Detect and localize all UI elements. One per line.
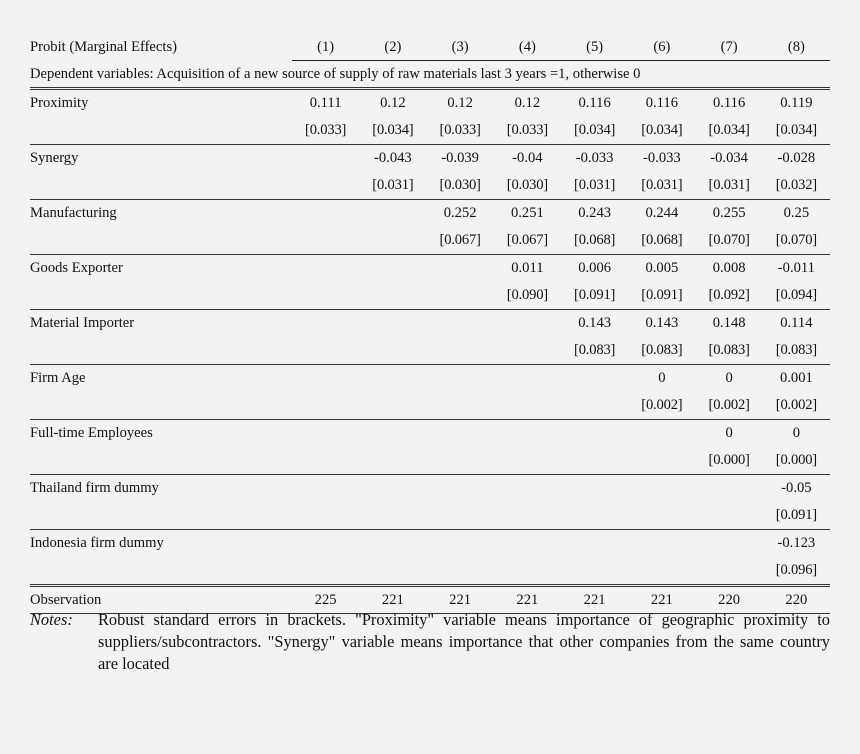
standard-error-cell [494, 392, 561, 420]
standard-error-cell [359, 557, 426, 586]
standard-error-cell [696, 502, 763, 530]
standard-error-cell [292, 557, 359, 586]
standard-error-cell [427, 392, 494, 420]
standard-error-cell [292, 172, 359, 200]
observation-cell: 225 [292, 586, 359, 614]
blank-label-cell [30, 557, 292, 586]
table-row-standard-errors [30, 282, 830, 310]
standard-error-cell: [0.031] [696, 172, 763, 200]
coefficient-cell: 0 [725, 425, 733, 441]
blank-label-cell [30, 282, 292, 310]
standard-error-cell: [0.091] [763, 502, 830, 530]
coefficient-cell: -0.039 [441, 150, 479, 166]
standard-error-cell [494, 502, 561, 530]
coefficient-cell [427, 475, 494, 503]
coefficient-cell [359, 530, 426, 558]
coefficient-cell [427, 365, 494, 393]
coefficient-cell: 0.12 [380, 95, 406, 111]
standard-error-cell: [0.030] [494, 172, 561, 200]
standard-error-cell [292, 447, 359, 475]
standard-error-cell: [0.030] [427, 172, 494, 200]
standard-error-cell [359, 392, 426, 420]
coefficient-cell [427, 530, 494, 558]
coefficient-cell: 0.255 [712, 205, 746, 221]
standard-error-cell: [0.033] [292, 117, 359, 145]
table-body [30, 34, 830, 614]
standard-error-cell: [0.034] [628, 117, 695, 145]
coefficient-cell: -0.033 [643, 150, 681, 166]
coefficient-cell [494, 365, 561, 393]
standard-error-cell: [0.033] [494, 117, 561, 145]
coefficient-cell [494, 475, 561, 503]
coefficient-cell [561, 365, 628, 393]
standard-error-cell: [0.090] [494, 282, 561, 310]
standard-error-cell: [0.070] [696, 227, 763, 255]
observation-cell: 221 [628, 586, 695, 614]
coefficient-cell: -0.04 [512, 150, 543, 166]
notes-section [30, 609, 830, 675]
column-header: (5) [561, 34, 628, 61]
coefficient-cell [494, 530, 561, 558]
standard-error-cell: [0.092] [696, 282, 763, 310]
standard-error-cell: [0.070] [763, 227, 830, 255]
coefficient-cell: 0.148 [712, 315, 746, 331]
standard-error-cell [696, 557, 763, 586]
standard-error-cell [494, 557, 561, 586]
coefficient-cell [561, 530, 628, 558]
table-row-coefficients [30, 255, 830, 283]
notes-label: Notes: [30, 610, 73, 629]
variable-label: Thailand firm dummy [30, 480, 159, 496]
coefficient-cell: 0.005 [645, 260, 679, 276]
coefficient-cell: 0.252 [443, 205, 477, 221]
coefficient-cell: 0.12 [514, 95, 541, 111]
table-row-standard-errors [30, 227, 830, 255]
standard-error-cell: [0.068] [561, 227, 628, 255]
standard-error-cell [292, 502, 359, 530]
column-header: (3) [427, 34, 494, 61]
standard-error-cell: [0.034] [359, 117, 426, 145]
variable-label: Goods Exporter [30, 260, 123, 276]
standard-error-cell: [0.068] [628, 227, 695, 255]
coefficient-cell: 0.143 [578, 315, 612, 331]
blank-label-cell [30, 117, 292, 145]
coefficient-cell: 0.006 [578, 260, 612, 276]
standard-error-cell: [0.002] [696, 392, 763, 420]
variable-label: Proximity [30, 95, 89, 111]
column-header: (4) [494, 34, 561, 61]
blank-label-cell [30, 502, 292, 530]
standard-error-cell: [0.034] [696, 117, 763, 145]
standard-error-cell: [0.067] [427, 227, 494, 255]
standard-error-cell: [0.091] [561, 282, 628, 310]
coefficient-cell [292, 145, 359, 173]
table-row-standard-errors [30, 557, 830, 586]
coefficient-cell [628, 420, 695, 448]
coefficient-cell: 0.116 [712, 95, 746, 111]
standard-error-cell [427, 557, 494, 586]
coefficient-cell: 0.25 [783, 205, 810, 221]
coefficient-cell [494, 420, 561, 448]
standard-error-cell [628, 557, 695, 586]
coefficient-cell [696, 530, 763, 558]
standard-error-cell [359, 337, 426, 365]
observation-cell: 220 [763, 586, 830, 614]
coefficient-cell [359, 420, 426, 448]
blank-label-cell [30, 392, 292, 420]
standard-error-cell [561, 392, 628, 420]
standard-error-cell: [0.083] [561, 337, 628, 365]
coefficient-cell [359, 475, 426, 503]
coefficient-cell [359, 255, 426, 283]
standard-error-cell [427, 337, 494, 365]
table-row-coefficients [30, 475, 830, 503]
column-header: (7) [696, 34, 763, 61]
dependent-variable-row [30, 61, 830, 89]
coefficient-cell [292, 420, 359, 448]
standard-error-cell [628, 502, 695, 530]
blank-label-cell [30, 447, 292, 475]
coefficient-cell: -0.033 [575, 150, 614, 166]
standard-error-cell [292, 392, 359, 420]
table-row-coefficients [30, 145, 830, 173]
standard-error-cell: [0.033] [427, 117, 494, 145]
column-header: (1) [292, 34, 359, 61]
table-row-standard-errors [30, 392, 830, 420]
standard-error-cell [628, 447, 695, 475]
standard-error-cell: [0.083] [763, 337, 830, 365]
table-row-standard-errors [30, 117, 830, 145]
coefficient-cell: 0.116 [578, 95, 611, 111]
coefficient-cell [494, 310, 561, 338]
observation-cell: 221 [427, 586, 494, 614]
standard-error-cell [561, 502, 628, 530]
column-header: (2) [359, 34, 426, 61]
standard-error-cell: [0.031] [561, 172, 628, 200]
standard-error-cell: [0.032] [763, 172, 830, 200]
coefficient-cell [359, 200, 426, 228]
coefficient-cell [292, 310, 359, 338]
observation-label: Observation [30, 586, 292, 614]
table-row-coefficients [30, 420, 830, 448]
coefficient-cell: 0 [792, 425, 801, 441]
variable-label: Material Importer [30, 315, 135, 331]
coefficient-cell [696, 475, 763, 503]
coefficient-cell [427, 420, 494, 448]
coefficient-cell [292, 255, 359, 283]
table-row-coefficients [30, 89, 830, 118]
blank-label-cell [30, 337, 292, 365]
coefficient-cell: 0.251 [510, 205, 544, 221]
coefficient-cell: 0.114 [780, 315, 813, 331]
table-row-standard-errors [30, 502, 830, 530]
standard-error-cell [427, 282, 494, 310]
coefficient-cell [359, 310, 426, 338]
standard-error-cell [292, 337, 359, 365]
coefficient-cell [292, 530, 359, 558]
observation-cell: 221 [561, 586, 628, 614]
coefficient-cell: 0.011 [511, 260, 544, 276]
coefficient-cell: 0.244 [645, 205, 679, 221]
standard-error-cell [494, 337, 561, 365]
coefficient-cell [628, 530, 695, 558]
standard-error-cell: [0.096] [775, 562, 817, 578]
coefficient-cell: 0.243 [578, 205, 612, 221]
standard-error-cell: [0.083] [696, 337, 763, 365]
standard-error-cell [292, 282, 359, 310]
standard-error-cell: [0.031] [359, 172, 426, 200]
coefficient-cell: 0.143 [645, 315, 679, 331]
coefficient-cell [427, 310, 494, 338]
standard-error-cell [359, 502, 426, 530]
coefficient-cell: 0.111 [309, 95, 342, 111]
standard-error-cell [359, 282, 426, 310]
observation-cell: 221 [494, 586, 561, 614]
table-row-coefficients [30, 200, 830, 228]
variable-label: Full-time Employees [30, 425, 153, 441]
standard-error-cell: [0.094] [763, 282, 830, 310]
dependent-variable-text: Dependent variables: Acquisition of a new source of supply of raw materials last 3 years =1, otherwise 0 [30, 61, 830, 89]
coefficient-cell: -0.034 [710, 150, 748, 166]
standard-error-cell [427, 447, 494, 475]
observation-cell: 220 [696, 586, 763, 614]
table-row-standard-errors [30, 337, 830, 365]
coefficient-cell: -0.05 [781, 480, 812, 496]
coefficient-cell: 0 [725, 370, 733, 386]
table-row-standard-errors [30, 172, 830, 200]
standard-error-cell [561, 447, 628, 475]
column-header: (6) [628, 34, 695, 61]
coefficient-cell [292, 365, 359, 393]
standard-error-cell: [0.002] [763, 392, 830, 420]
standard-error-cell [292, 227, 359, 255]
blank-label-cell [30, 227, 292, 255]
standard-error-cell: [0.000] [696, 447, 763, 475]
standard-error-cell [427, 502, 494, 530]
coefficient-cell: 0 [658, 370, 666, 386]
column-header: (8) [763, 34, 830, 61]
coefficient-cell: -0.043 [374, 150, 412, 166]
coefficient-cell [292, 200, 359, 228]
variable-label: Manufacturing [30, 205, 117, 221]
regression-table [30, 34, 830, 614]
header-label: Probit (Marginal Effects) [30, 38, 177, 55]
standard-error-cell: [0.034] [561, 117, 628, 145]
coefficient-cell [561, 475, 628, 503]
coefficient-cell: -0.123 [777, 535, 816, 551]
variable-label: Synergy [30, 150, 79, 166]
coefficient-cell [561, 420, 628, 448]
coefficient-cell [359, 365, 426, 393]
regression-table-container [30, 34, 830, 614]
table-row-coefficients [30, 365, 830, 393]
standard-error-cell [494, 447, 561, 475]
header-row [30, 34, 830, 61]
coefficient-cell [628, 475, 695, 503]
standard-error-cell: [0.034] [763, 117, 830, 145]
notes-text: Robust standard errors in brackets. "Proximity" variable means importance of geographic proximity to suppliers/subcontractors. "Synergy" variable means importance that other companies from the same country are located [98, 610, 830, 673]
variable-label: Firm Age [30, 370, 86, 386]
standard-error-cell [561, 557, 628, 586]
coefficient-cell: 0.119 [780, 95, 813, 111]
standard-error-cell: [0.000] [763, 447, 830, 475]
table-row-standard-errors [30, 447, 830, 475]
variable-label: Indonesia firm dummy [30, 535, 164, 551]
standard-error-cell [359, 447, 426, 475]
standard-error-cell: [0.002] [628, 392, 695, 420]
table-row-coefficients [30, 530, 830, 558]
coefficient-cell: 0.116 [645, 95, 679, 111]
standard-error-cell [359, 227, 426, 255]
coefficient-cell: 0.008 [712, 260, 746, 276]
coefficient-cell: 0.001 [779, 370, 813, 386]
blank-label-cell [30, 172, 292, 200]
standard-error-cell: [0.031] [628, 172, 695, 200]
coefficient-cell: -0.011 [777, 260, 815, 276]
coefficient-cell [427, 255, 494, 283]
table-row-coefficients [30, 310, 830, 338]
standard-error-cell: [0.091] [628, 282, 695, 310]
observation-cell: 221 [359, 586, 426, 614]
coefficient-cell: -0.028 [777, 150, 816, 166]
standard-error-cell: [0.083] [628, 337, 695, 365]
coefficient-cell: 0.12 [447, 95, 473, 111]
standard-error-cell: [0.067] [494, 227, 561, 255]
coefficient-cell [292, 475, 359, 503]
